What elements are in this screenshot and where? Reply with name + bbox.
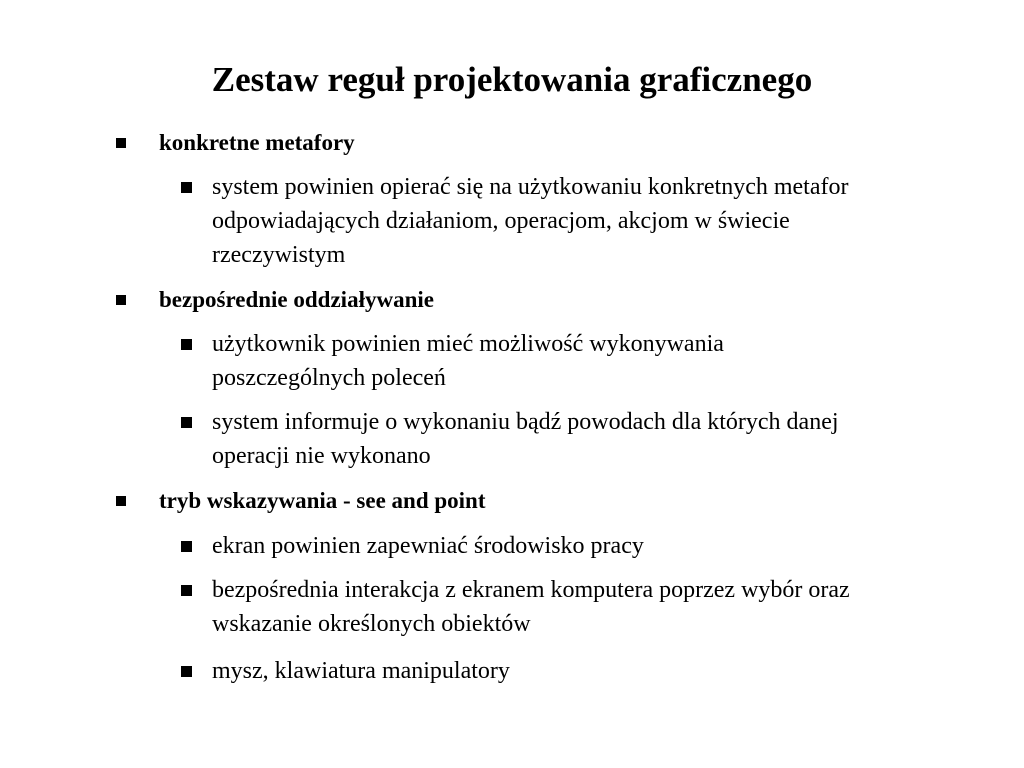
square-bullet-icon bbox=[116, 295, 126, 305]
square-bullet-icon bbox=[181, 585, 192, 596]
sub-bullet-item bbox=[181, 327, 861, 395]
sub-bullet-text: system informuje o wykonaniu bądź powodach dla których danej operacji nie wykonano bbox=[212, 409, 839, 469]
square-bullet-icon bbox=[116, 138, 126, 148]
sub-bullet-item bbox=[181, 573, 861, 641]
square-bullet-icon bbox=[116, 496, 126, 506]
sub-bullet-text: ekran powinien zapewniać środowisko pracy bbox=[212, 533, 644, 559]
bullet-label: tryb wskazywania - see and point bbox=[159, 488, 486, 513]
square-bullet-icon bbox=[181, 182, 192, 193]
sub-bullet-text: system powinien opierać się na użytkowaniu konkretnych metafor odpowiadających działaniom, operacjom, akcjom w świecie rzeczywistym bbox=[212, 174, 849, 268]
bullet-label: bezpośrednie oddziaływanie bbox=[159, 287, 434, 312]
sub-bullet-item bbox=[181, 654, 901, 688]
square-bullet-icon bbox=[181, 339, 192, 350]
square-bullet-icon bbox=[181, 541, 192, 552]
sub-bullet-item bbox=[181, 529, 901, 563]
sub-bullet-text: bezpośrednia interakcja z ekranem komputera poprzez wybór oraz wskazanie określonych obiektów bbox=[212, 577, 850, 637]
slide-title: Zestaw reguł projektowania graficznego bbox=[211, 60, 813, 99]
sub-bullet-text: mysz, klawiatura manipulatory bbox=[212, 658, 510, 684]
sub-bullet-text: użytkownik powinien mieć możliwość wykonywania poszczególnych poleceń bbox=[212, 331, 724, 391]
sub-bullet-item bbox=[181, 405, 901, 473]
square-bullet-icon bbox=[181, 417, 192, 428]
sub-bullet-item bbox=[181, 170, 901, 272]
square-bullet-icon bbox=[181, 666, 192, 677]
bullet-label: konkretne metafory bbox=[159, 130, 355, 155]
